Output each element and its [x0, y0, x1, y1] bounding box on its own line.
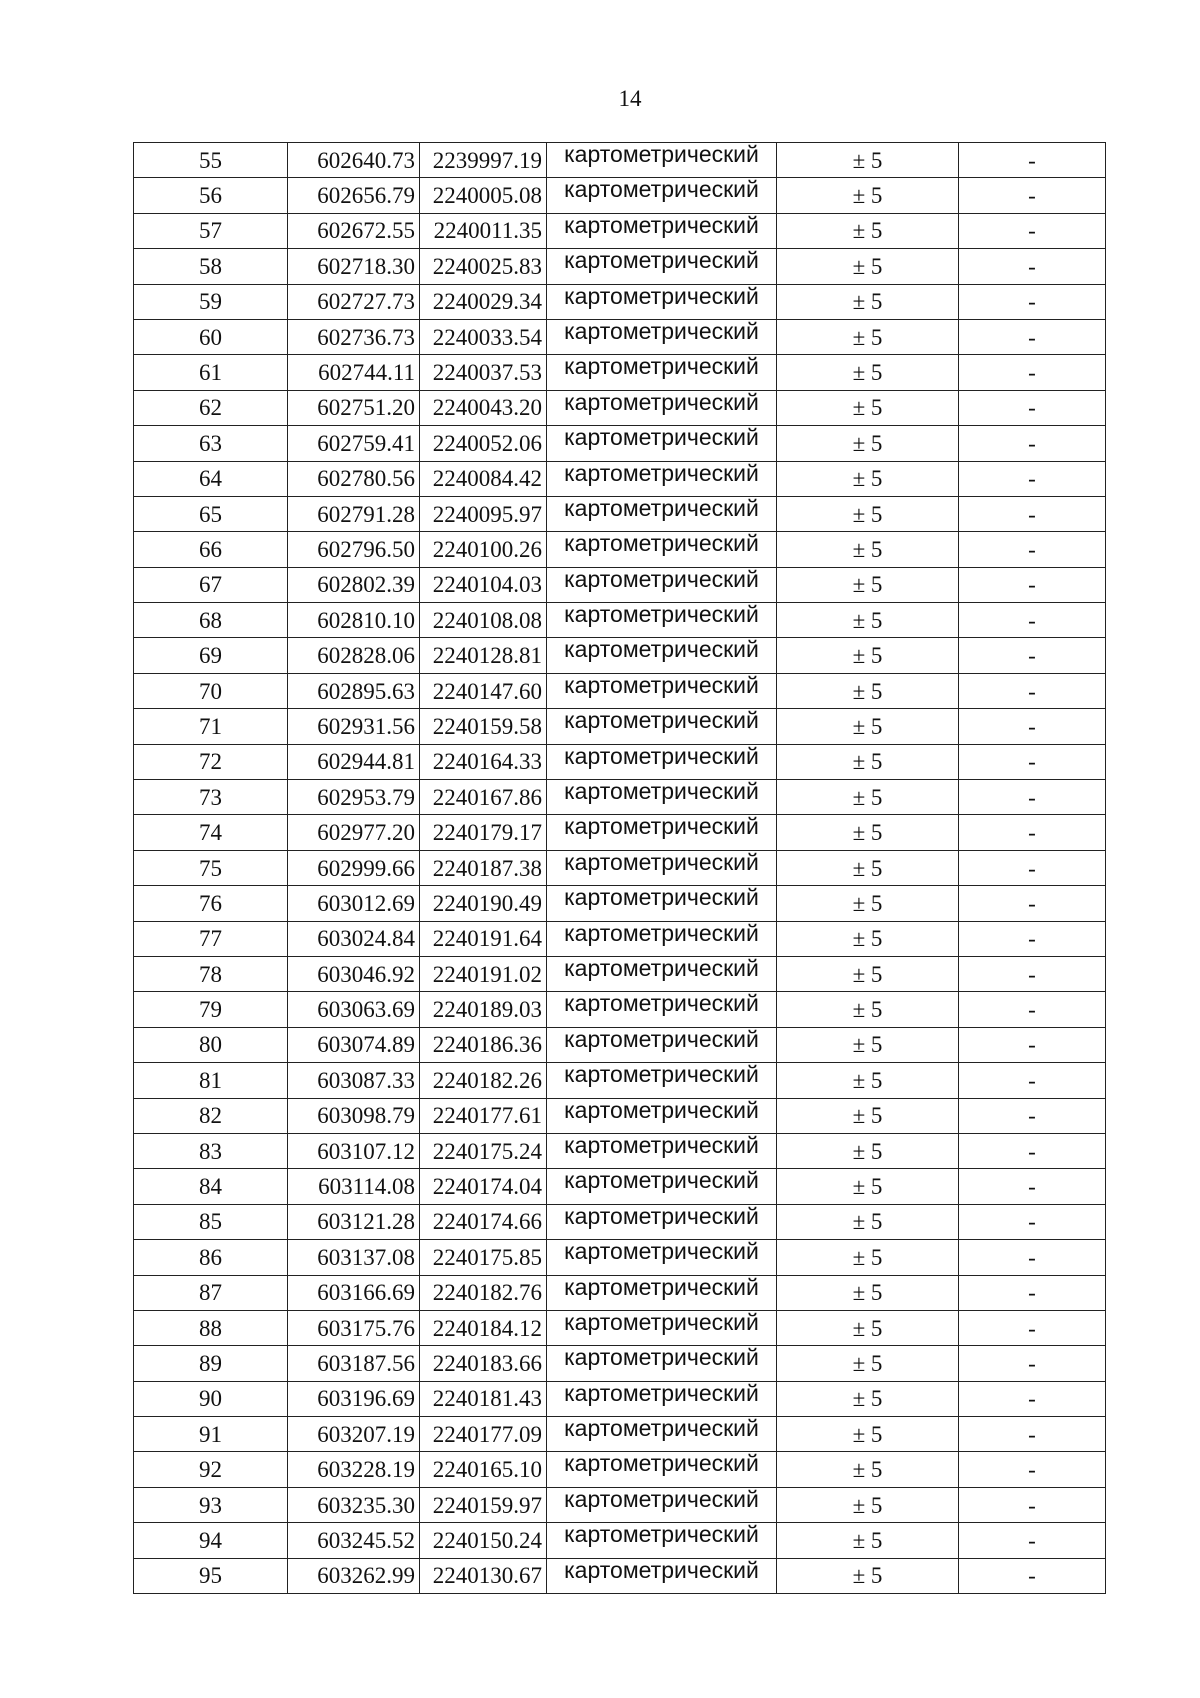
accuracy-cell: ± 5	[777, 1169, 959, 1204]
x-coordinate-cell: 602796.50	[288, 532, 420, 567]
x-coordinate-cell: 603074.89	[288, 1027, 420, 1062]
point-number-cell: 59	[134, 284, 288, 319]
table-row	[134, 1204, 1106, 1239]
table-row	[134, 638, 1106, 673]
x-coordinate-cell: 602791.28	[288, 496, 420, 531]
table-row	[134, 532, 1106, 567]
note-cell: -	[959, 461, 1106, 496]
accuracy-cell: ± 5	[777, 673, 959, 708]
accuracy-cell: ± 5	[777, 744, 959, 779]
method-cell: картометрический	[547, 1417, 777, 1452]
x-coordinate-cell: 602977.20	[288, 815, 420, 850]
x-coordinate-cell: 602802.39	[288, 567, 420, 602]
y-coordinate-cell: 2240179.17	[420, 815, 547, 850]
point-number-cell: 90	[134, 1381, 288, 1416]
accuracy-cell: ± 5	[777, 461, 959, 496]
point-number-cell: 85	[134, 1204, 288, 1239]
accuracy-cell: ± 5	[777, 1523, 959, 1558]
y-coordinate-cell: 2240147.60	[420, 673, 547, 708]
method-cell: картометрический	[547, 1098, 777, 1133]
table-row	[134, 1417, 1106, 1452]
point-number-cell: 66	[134, 532, 288, 567]
x-coordinate-cell: 602944.81	[288, 744, 420, 779]
y-coordinate-cell: 2240191.02	[420, 956, 547, 991]
accuracy-cell: ± 5	[777, 390, 959, 425]
method-cell: картометрический	[547, 1523, 777, 1558]
accuracy-cell: ± 5	[777, 426, 959, 461]
note-cell: -	[959, 709, 1106, 744]
y-coordinate-cell: 2240182.26	[420, 1063, 547, 1098]
accuracy-cell: ± 5	[777, 1027, 959, 1062]
table-row	[134, 1381, 1106, 1416]
method-cell: картометрический	[547, 355, 777, 390]
note-cell: -	[959, 1452, 1106, 1487]
accuracy-cell: ± 5	[777, 1133, 959, 1168]
accuracy-cell: ± 5	[777, 1275, 959, 1310]
note-cell: -	[959, 1169, 1106, 1204]
table-row	[134, 213, 1106, 248]
y-coordinate-cell: 2240174.04	[420, 1169, 547, 1204]
y-coordinate-cell: 2240167.86	[420, 780, 547, 815]
method-cell: картометрический	[547, 1240, 777, 1275]
point-number-cell: 78	[134, 956, 288, 991]
y-coordinate-cell: 2240181.43	[420, 1381, 547, 1416]
y-coordinate-cell: 2240011.35	[420, 213, 547, 248]
point-number-cell: 93	[134, 1487, 288, 1522]
point-number-cell: 87	[134, 1275, 288, 1310]
method-cell: картометрический	[547, 815, 777, 850]
point-number-cell: 61	[134, 355, 288, 390]
table-row	[134, 1133, 1106, 1168]
point-number-cell: 80	[134, 1027, 288, 1062]
accuracy-cell: ± 5	[777, 815, 959, 850]
note-cell: -	[959, 1098, 1106, 1133]
note-cell: -	[959, 921, 1106, 956]
accuracy-cell: ± 5	[777, 1310, 959, 1345]
note-cell: -	[959, 496, 1106, 531]
table-row	[134, 461, 1106, 496]
x-coordinate-cell: 602640.73	[288, 143, 420, 178]
accuracy-cell: ± 5	[777, 1452, 959, 1487]
table-row	[134, 1310, 1106, 1345]
table-row	[134, 143, 1106, 178]
method-cell: картометрический	[547, 1133, 777, 1168]
y-coordinate-cell: 2240165.10	[420, 1452, 547, 1487]
note-cell: -	[959, 1275, 1106, 1310]
note-cell: -	[959, 1240, 1106, 1275]
table-row	[134, 1452, 1106, 1487]
method-cell: картометрический	[547, 1558, 777, 1593]
y-coordinate-cell: 2240174.66	[420, 1204, 547, 1239]
method-cell: картометрический	[547, 426, 777, 461]
y-coordinate-cell: 2240177.09	[420, 1417, 547, 1452]
point-number-cell: 67	[134, 567, 288, 602]
table-row	[134, 744, 1106, 779]
table-row	[134, 921, 1106, 956]
method-cell: картометрический	[547, 1346, 777, 1381]
x-coordinate-cell: 603087.33	[288, 1063, 420, 1098]
table-row	[134, 1558, 1106, 1593]
accuracy-cell: ± 5	[777, 850, 959, 885]
table-row	[134, 249, 1106, 284]
note-cell: -	[959, 390, 1106, 425]
y-coordinate-cell: 2240150.24	[420, 1523, 547, 1558]
method-cell: картометрический	[547, 1063, 777, 1098]
y-coordinate-cell: 2240037.53	[420, 355, 547, 390]
note-cell: -	[959, 213, 1106, 248]
y-coordinate-cell: 2240108.08	[420, 603, 547, 638]
table-row	[134, 1487, 1106, 1522]
note-cell: -	[959, 319, 1106, 354]
note-cell: -	[959, 886, 1106, 921]
y-coordinate-cell: 2240128.81	[420, 638, 547, 673]
page-number: 14	[618, 86, 642, 111]
y-coordinate-cell: 2240033.54	[420, 319, 547, 354]
method-cell: картометрический	[547, 992, 777, 1027]
note-cell: -	[959, 1027, 1106, 1062]
method-cell: картометрический	[547, 284, 777, 319]
y-coordinate-cell: 2239997.19	[420, 143, 547, 178]
x-coordinate-cell: 602727.73	[288, 284, 420, 319]
x-coordinate-cell: 603166.69	[288, 1275, 420, 1310]
point-number-cell: 69	[134, 638, 288, 673]
x-coordinate-cell: 603063.69	[288, 992, 420, 1027]
point-number-cell: 82	[134, 1098, 288, 1133]
table-row	[134, 284, 1106, 319]
method-cell: картометрический	[547, 744, 777, 779]
x-coordinate-cell: 603107.12	[288, 1133, 420, 1168]
accuracy-cell: ± 5	[777, 496, 959, 531]
point-number-cell: 63	[134, 426, 288, 461]
x-coordinate-cell: 603098.79	[288, 1098, 420, 1133]
coordinates-table-body	[134, 143, 1106, 1594]
y-coordinate-cell: 2240084.42	[420, 461, 547, 496]
x-coordinate-cell: 602999.66	[288, 850, 420, 885]
note-cell: -	[959, 780, 1106, 815]
note-cell: -	[959, 815, 1106, 850]
coordinates-table	[133, 142, 1106, 1594]
x-coordinate-cell: 602931.56	[288, 709, 420, 744]
table-row	[134, 992, 1106, 1027]
method-cell: картометрический	[547, 886, 777, 921]
point-number-cell: 64	[134, 461, 288, 496]
x-coordinate-cell: 603114.08	[288, 1169, 420, 1204]
x-coordinate-cell: 603196.69	[288, 1381, 420, 1416]
method-cell: картометрический	[547, 319, 777, 354]
x-coordinate-cell: 602895.63	[288, 673, 420, 708]
point-number-cell: 70	[134, 673, 288, 708]
point-number-cell: 79	[134, 992, 288, 1027]
note-cell: -	[959, 673, 1106, 708]
method-cell: картометрический	[547, 1487, 777, 1522]
point-number-cell: 86	[134, 1240, 288, 1275]
y-coordinate-cell: 2240184.12	[420, 1310, 547, 1345]
method-cell: картометрический	[547, 850, 777, 885]
method-cell: картометрический	[547, 532, 777, 567]
table-row	[134, 603, 1106, 638]
y-coordinate-cell: 2240164.33	[420, 744, 547, 779]
note-cell: -	[959, 1204, 1106, 1239]
y-coordinate-cell: 2240175.24	[420, 1133, 547, 1168]
table-row	[134, 1027, 1106, 1062]
accuracy-cell: ± 5	[777, 213, 959, 248]
x-coordinate-cell: 603207.19	[288, 1417, 420, 1452]
accuracy-cell: ± 5	[777, 956, 959, 991]
accuracy-cell: ± 5	[777, 355, 959, 390]
y-coordinate-cell: 2240100.26	[420, 532, 547, 567]
point-number-cell: 58	[134, 249, 288, 284]
note-cell: -	[959, 143, 1106, 178]
accuracy-cell: ± 5	[777, 1346, 959, 1381]
y-coordinate-cell: 2240189.03	[420, 992, 547, 1027]
y-coordinate-cell: 2240104.03	[420, 567, 547, 602]
table-row	[134, 355, 1106, 390]
table-row	[134, 850, 1106, 885]
point-number-cell: 71	[134, 709, 288, 744]
method-cell: картометрический	[547, 780, 777, 815]
method-cell: картометрический	[547, 1381, 777, 1416]
note-cell: -	[959, 603, 1106, 638]
method-cell: картометрический	[547, 956, 777, 991]
table-row	[134, 780, 1106, 815]
method-cell: картометрический	[547, 461, 777, 496]
accuracy-cell: ± 5	[777, 567, 959, 602]
point-number-cell: 83	[134, 1133, 288, 1168]
method-cell: картометрический	[547, 1204, 777, 1239]
y-coordinate-cell: 2240183.66	[420, 1346, 547, 1381]
note-cell: -	[959, 1133, 1106, 1168]
x-coordinate-cell: 603228.19	[288, 1452, 420, 1487]
method-cell: картометрический	[547, 638, 777, 673]
method-cell: картометрический	[547, 143, 777, 178]
note-cell: -	[959, 1381, 1106, 1416]
point-number-cell: 92	[134, 1452, 288, 1487]
point-number-cell: 62	[134, 390, 288, 425]
point-number-cell: 75	[134, 850, 288, 885]
accuracy-cell: ± 5	[777, 603, 959, 638]
note-cell: -	[959, 1417, 1106, 1452]
point-number-cell: 56	[134, 178, 288, 213]
y-coordinate-cell: 2240182.76	[420, 1275, 547, 1310]
table-row	[134, 178, 1106, 213]
y-coordinate-cell: 2240029.34	[420, 284, 547, 319]
accuracy-cell: ± 5	[777, 1381, 959, 1416]
point-number-cell: 65	[134, 496, 288, 531]
note-cell: -	[959, 178, 1106, 213]
x-coordinate-cell: 603262.99	[288, 1558, 420, 1593]
accuracy-cell: ± 5	[777, 1417, 959, 1452]
x-coordinate-cell: 602656.79	[288, 178, 420, 213]
x-coordinate-cell: 603024.84	[288, 921, 420, 956]
point-number-cell: 55	[134, 143, 288, 178]
note-cell: -	[959, 850, 1106, 885]
method-cell: картометрический	[547, 709, 777, 744]
y-coordinate-cell: 2240190.49	[420, 886, 547, 921]
point-number-cell: 88	[134, 1310, 288, 1345]
table-row	[134, 709, 1106, 744]
y-coordinate-cell: 2240052.06	[420, 426, 547, 461]
note-cell: -	[959, 1310, 1106, 1345]
y-coordinate-cell: 2240187.38	[420, 850, 547, 885]
method-cell: картометрический	[547, 1452, 777, 1487]
accuracy-cell: ± 5	[777, 780, 959, 815]
method-cell: картометрический	[547, 921, 777, 956]
accuracy-cell: ± 5	[777, 709, 959, 744]
point-number-cell: 57	[134, 213, 288, 248]
note-cell: -	[959, 249, 1106, 284]
note-cell: -	[959, 355, 1106, 390]
method-cell: картометрический	[547, 178, 777, 213]
note-cell: -	[959, 744, 1106, 779]
accuracy-cell: ± 5	[777, 1558, 959, 1593]
point-number-cell: 74	[134, 815, 288, 850]
note-cell: -	[959, 567, 1106, 602]
x-coordinate-cell: 602810.10	[288, 603, 420, 638]
y-coordinate-cell: 2240177.61	[420, 1098, 547, 1133]
x-coordinate-cell: 603121.28	[288, 1204, 420, 1239]
accuracy-cell: ± 5	[777, 921, 959, 956]
x-coordinate-cell: 603235.30	[288, 1487, 420, 1522]
y-coordinate-cell: 2240159.97	[420, 1487, 547, 1522]
point-number-cell: 84	[134, 1169, 288, 1204]
accuracy-cell: ± 5	[777, 1063, 959, 1098]
y-coordinate-cell: 2240191.64	[420, 921, 547, 956]
y-coordinate-cell: 2240043.20	[420, 390, 547, 425]
accuracy-cell: ± 5	[777, 1240, 959, 1275]
accuracy-cell: ± 5	[777, 1204, 959, 1239]
table-row	[134, 1063, 1106, 1098]
y-coordinate-cell: 2240130.67	[420, 1558, 547, 1593]
note-cell: -	[959, 1063, 1106, 1098]
table-row	[134, 426, 1106, 461]
x-coordinate-cell: 603245.52	[288, 1523, 420, 1558]
point-number-cell: 60	[134, 319, 288, 354]
method-cell: картометрический	[547, 1310, 777, 1345]
y-coordinate-cell: 2240159.58	[420, 709, 547, 744]
table-row	[134, 815, 1106, 850]
point-number-cell: 72	[134, 744, 288, 779]
accuracy-cell: ± 5	[777, 886, 959, 921]
method-cell: картометрический	[547, 673, 777, 708]
accuracy-cell: ± 5	[777, 638, 959, 673]
table-row	[134, 1275, 1106, 1310]
y-coordinate-cell: 2240025.83	[420, 249, 547, 284]
point-number-cell: 94	[134, 1523, 288, 1558]
x-coordinate-cell: 602736.73	[288, 319, 420, 354]
x-coordinate-cell: 603012.69	[288, 886, 420, 921]
note-cell: -	[959, 1558, 1106, 1593]
note-cell: -	[959, 956, 1106, 991]
method-cell: картометрический	[547, 1169, 777, 1204]
note-cell: -	[959, 426, 1106, 461]
table-row	[134, 886, 1106, 921]
point-number-cell: 77	[134, 921, 288, 956]
x-coordinate-cell: 603046.92	[288, 956, 420, 991]
table-row	[134, 1169, 1106, 1204]
x-coordinate-cell: 602751.20	[288, 390, 420, 425]
method-cell: картометрический	[547, 1027, 777, 1062]
table-row	[134, 1346, 1106, 1381]
method-cell: картометрический	[547, 390, 777, 425]
method-cell: картометрический	[547, 249, 777, 284]
point-number-cell: 76	[134, 886, 288, 921]
accuracy-cell: ± 5	[777, 178, 959, 213]
table-row	[134, 567, 1106, 602]
y-coordinate-cell: 2240095.97	[420, 496, 547, 531]
point-number-cell: 73	[134, 780, 288, 815]
accuracy-cell: ± 5	[777, 992, 959, 1027]
note-cell: -	[959, 1487, 1106, 1522]
point-number-cell: 81	[134, 1063, 288, 1098]
note-cell: -	[959, 638, 1106, 673]
method-cell: картометрический	[547, 603, 777, 638]
table-row	[134, 390, 1106, 425]
accuracy-cell: ± 5	[777, 284, 959, 319]
accuracy-cell: ± 5	[777, 319, 959, 354]
table-row	[134, 319, 1106, 354]
table-row	[134, 496, 1106, 531]
x-coordinate-cell: 602744.11	[288, 355, 420, 390]
accuracy-cell: ± 5	[777, 1098, 959, 1133]
method-cell: картометрический	[547, 213, 777, 248]
accuracy-cell: ± 5	[777, 532, 959, 567]
point-number-cell: 68	[134, 603, 288, 638]
point-number-cell: 91	[134, 1417, 288, 1452]
point-number-cell: 89	[134, 1346, 288, 1381]
x-coordinate-cell: 602953.79	[288, 780, 420, 815]
table-row	[134, 1098, 1106, 1133]
point-number-cell: 95	[134, 1558, 288, 1593]
method-cell: картометрический	[547, 496, 777, 531]
note-cell: -	[959, 284, 1106, 319]
x-coordinate-cell: 602828.06	[288, 638, 420, 673]
x-coordinate-cell: 603175.76	[288, 1310, 420, 1345]
x-coordinate-cell: 602672.55	[288, 213, 420, 248]
accuracy-cell: ± 5	[777, 1487, 959, 1522]
accuracy-cell: ± 5	[777, 249, 959, 284]
y-coordinate-cell: 2240175.85	[420, 1240, 547, 1275]
y-coordinate-cell: 2240186.36	[420, 1027, 547, 1062]
note-cell: -	[959, 1346, 1106, 1381]
method-cell: картометрический	[547, 1275, 777, 1310]
note-cell: -	[959, 992, 1106, 1027]
accuracy-cell: ± 5	[777, 143, 959, 178]
x-coordinate-cell: 603137.08	[288, 1240, 420, 1275]
x-coordinate-cell: 602780.56	[288, 461, 420, 496]
x-coordinate-cell: 603187.56	[288, 1346, 420, 1381]
x-coordinate-cell: 602759.41	[288, 426, 420, 461]
note-cell: -	[959, 532, 1106, 567]
method-cell: картометрический	[547, 567, 777, 602]
note-cell: -	[959, 1523, 1106, 1558]
table-row	[134, 673, 1106, 708]
table-row	[134, 956, 1106, 991]
table-row	[134, 1523, 1106, 1558]
table-row	[134, 1240, 1106, 1275]
y-coordinate-cell: 2240005.08	[420, 178, 547, 213]
x-coordinate-cell: 602718.30	[288, 249, 420, 284]
